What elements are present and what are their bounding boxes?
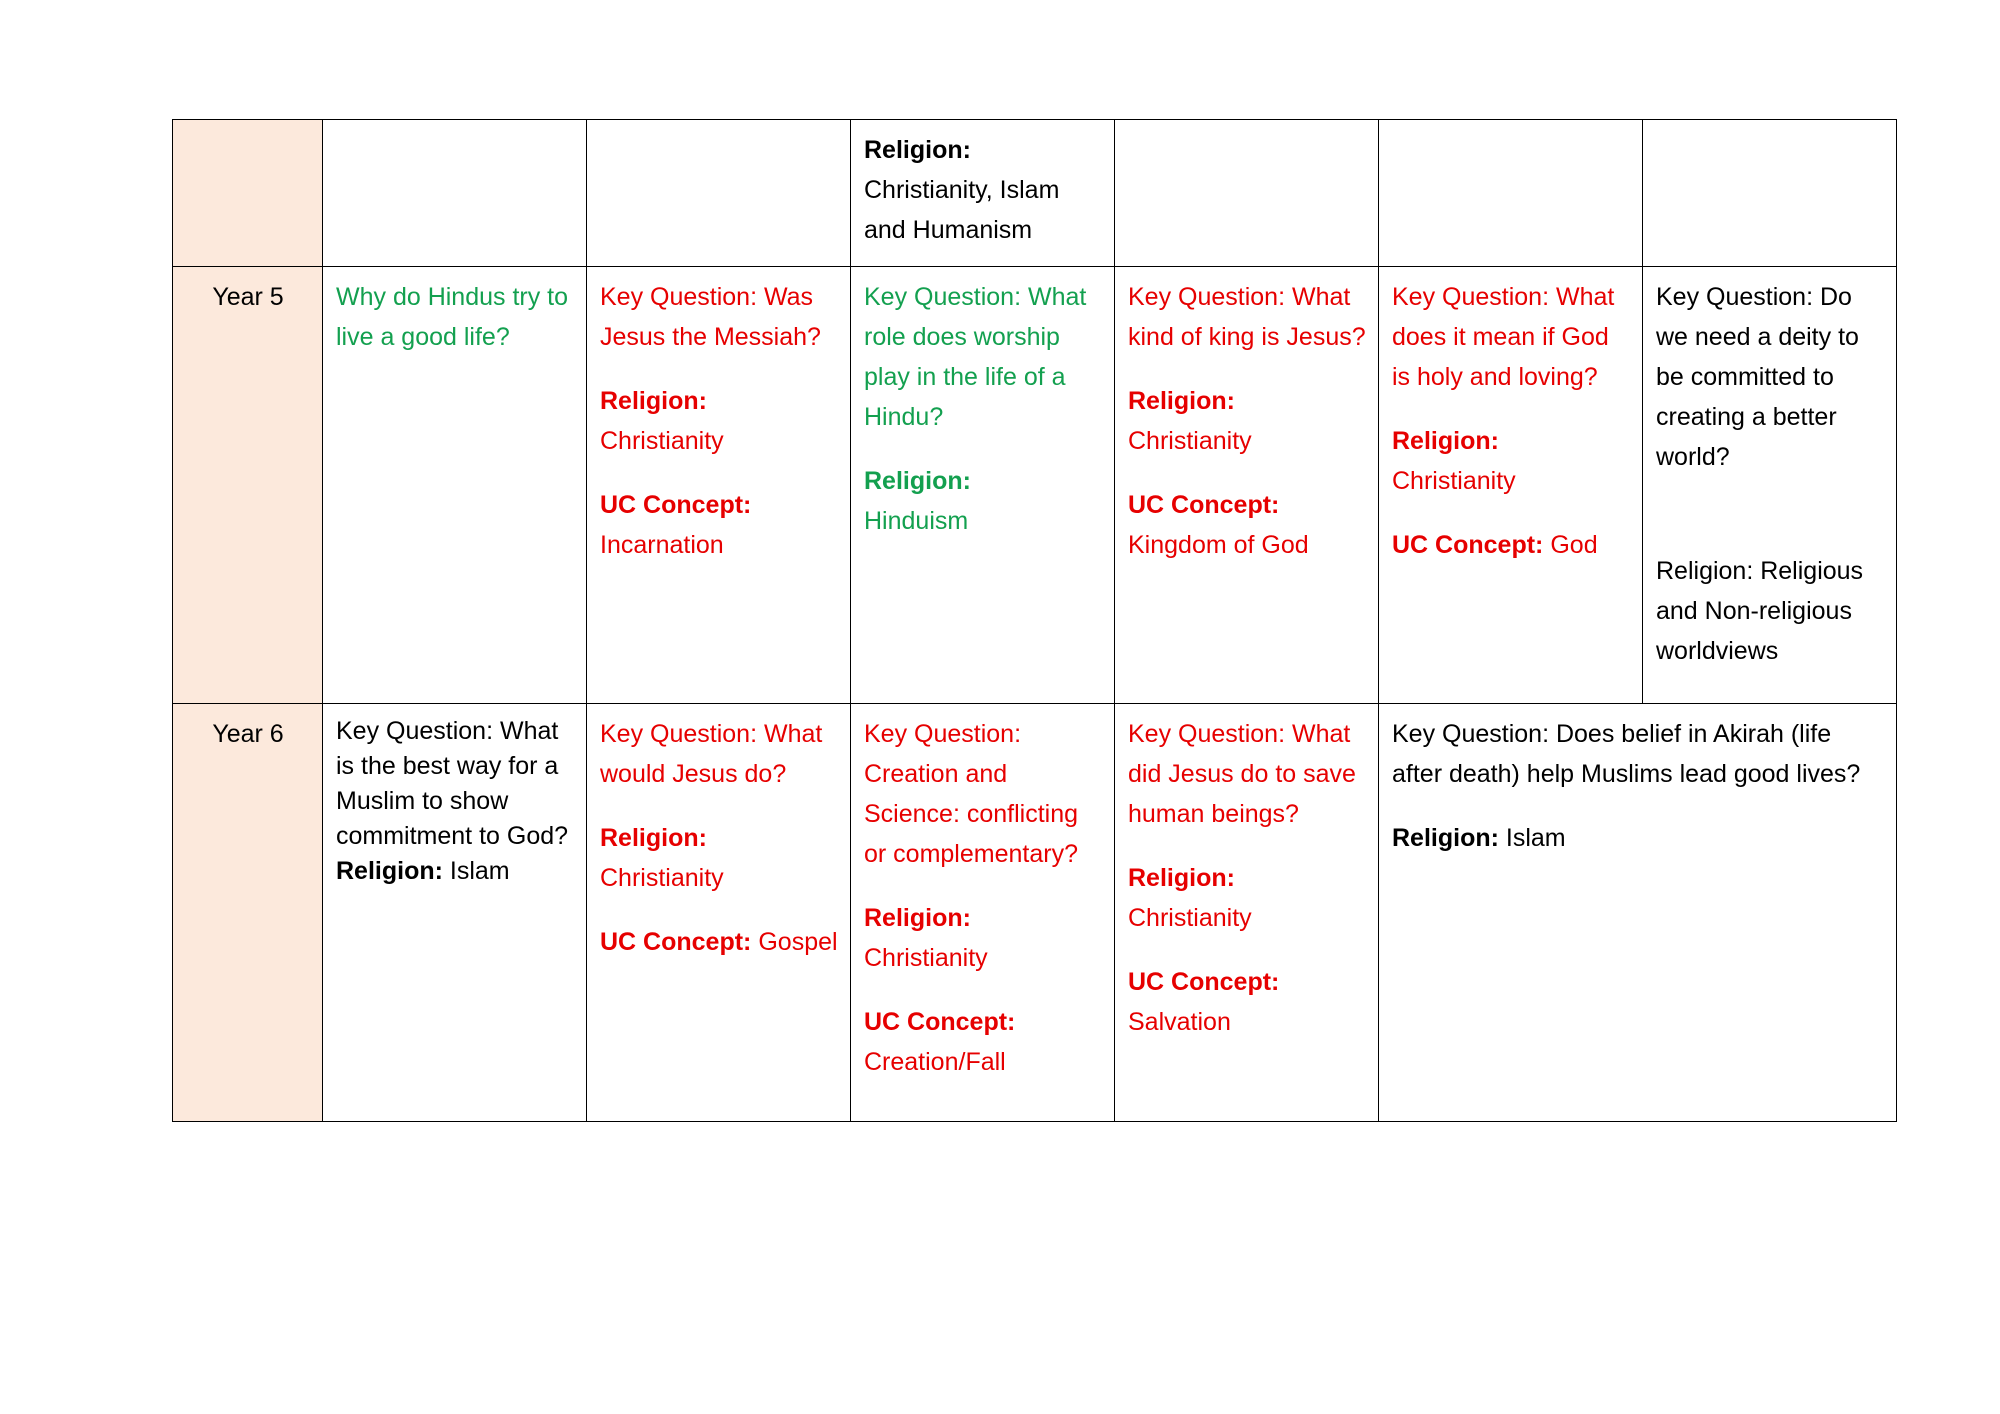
religion-label: Religion: bbox=[864, 467, 971, 495]
religion-value: Christianity, Islam and Humanism bbox=[864, 176, 1060, 244]
cell-top-2 bbox=[587, 120, 851, 267]
uc-concept-label: UC Concept: bbox=[1128, 491, 1280, 519]
key-question: Key Question: What does it mean if God is holy and loving? bbox=[1392, 283, 1615, 391]
religion-value: Christianity bbox=[1392, 467, 1516, 495]
key-question: Key Question: Does belief in Akirah (life after death) help Muslims lead good lives? bbox=[1392, 720, 1861, 788]
key-question: Key Question: What would Jesus do? bbox=[600, 720, 823, 788]
uc-concept-value: Kingdom of God bbox=[1128, 531, 1309, 559]
key-question: Key Question: What did Jesus do to save human beings? bbox=[1128, 720, 1356, 828]
table-row-year-5 bbox=[173, 267, 1897, 704]
religion-line bbox=[1392, 421, 1630, 501]
key-question: Key Question: What role does worship play in the life of a Hindu? bbox=[864, 283, 1087, 431]
religion-label: Religion: bbox=[600, 387, 707, 415]
table-row-top bbox=[173, 120, 1897, 267]
cell-y5-3 bbox=[851, 267, 1115, 704]
cell-y5-6 bbox=[1643, 267, 1897, 704]
religion-label: Religion: bbox=[1128, 387, 1235, 415]
religion-value: Christianity bbox=[1128, 904, 1252, 932]
religion-label: Religion: bbox=[864, 904, 971, 932]
key-question: Key Question: Do we need a deity to be committed to creating a better world? bbox=[1656, 283, 1859, 471]
uc-concept-value: Gospel bbox=[758, 928, 838, 956]
religion-label: Religion: bbox=[1392, 824, 1499, 852]
uc-concept-value: God bbox=[1550, 531, 1598, 559]
religion-label: Religion: bbox=[600, 824, 707, 852]
religion-label: Religion: bbox=[864, 136, 971, 164]
cell-y6-5-6 bbox=[1379, 704, 1897, 1122]
religion-line bbox=[600, 381, 838, 461]
religion-line bbox=[864, 130, 1102, 250]
cell-top-1 bbox=[323, 120, 587, 267]
religion-line bbox=[1392, 818, 1884, 858]
uc-concept-value: Incarnation bbox=[600, 531, 724, 559]
uc-concept-line bbox=[600, 485, 838, 565]
cell-y6-2 bbox=[587, 704, 851, 1122]
religion-line bbox=[336, 854, 574, 889]
religion-label: Religion: bbox=[1128, 864, 1235, 892]
uc-concept-line bbox=[1128, 962, 1366, 1042]
uc-concept-value: Salvation bbox=[1128, 1008, 1231, 1036]
uc-concept-label: UC Concept: bbox=[600, 928, 752, 956]
religion-line bbox=[1128, 381, 1366, 461]
cell-y5-5 bbox=[1379, 267, 1643, 704]
year-label-year-5: Year 5 bbox=[173, 267, 323, 704]
key-question: Key Question: Creation and Science: conflicting or complementary? bbox=[864, 720, 1079, 868]
uc-concept-line bbox=[1128, 485, 1366, 565]
religion-value: Christianity bbox=[600, 864, 724, 892]
table-row-year-6 bbox=[173, 704, 1897, 1122]
religion-label: Religion: bbox=[1392, 427, 1499, 455]
uc-concept-line bbox=[600, 922, 838, 962]
key-question: Key Question: Was Jesus the Messiah? bbox=[600, 283, 821, 351]
religion-value: Hinduism bbox=[864, 507, 969, 535]
cell-top-6 bbox=[1643, 120, 1897, 267]
cell-y6-1 bbox=[323, 704, 587, 1122]
religion-value: Christianity bbox=[1128, 427, 1252, 455]
cell-y5-1 bbox=[323, 267, 587, 704]
uc-concept-label: UC Concept: bbox=[864, 1008, 1016, 1036]
curriculum-table bbox=[172, 119, 1897, 1122]
uc-concept-label: UC Concept: bbox=[1392, 531, 1544, 559]
cell-top-4 bbox=[1115, 120, 1379, 267]
religion-line bbox=[864, 898, 1102, 978]
uc-concept-label: UC Concept: bbox=[600, 491, 752, 519]
key-question: Key Question: What kind of king is Jesus? bbox=[1128, 283, 1366, 351]
cell-y6-4 bbox=[1115, 704, 1379, 1122]
religion-value: Islam bbox=[1505, 824, 1566, 852]
cell-y5-4 bbox=[1115, 267, 1379, 704]
cell-top-5 bbox=[1379, 120, 1643, 267]
key-question: Key Question: What is the best way for a Muslim to show commitment to God? bbox=[336, 717, 569, 850]
religion-line bbox=[864, 461, 1102, 541]
religion-line bbox=[1128, 858, 1366, 938]
uc-concept-line bbox=[864, 1002, 1102, 1082]
year-cell-top bbox=[173, 120, 323, 267]
religion-value: Christianity bbox=[600, 427, 724, 455]
religion-value: Christianity bbox=[864, 944, 988, 972]
cell-y5-2 bbox=[587, 267, 851, 704]
religion-line bbox=[600, 818, 838, 898]
cell-y6-3 bbox=[851, 704, 1115, 1122]
cell-top-3 bbox=[851, 120, 1115, 267]
key-question: Why do Hindus try to live a good life? bbox=[336, 283, 569, 351]
uc-concept-label: UC Concept: bbox=[1128, 968, 1280, 996]
year-label-year-6: Year 6 bbox=[173, 704, 323, 1122]
religion-label: Religion: bbox=[336, 857, 443, 885]
religion-value: Islam bbox=[449, 857, 510, 885]
uc-concept-line bbox=[1392, 525, 1630, 565]
religion-line: Religion: Religious and Non-religious worldviews bbox=[1656, 557, 1864, 665]
uc-concept-value: Creation/Fall bbox=[864, 1048, 1006, 1076]
